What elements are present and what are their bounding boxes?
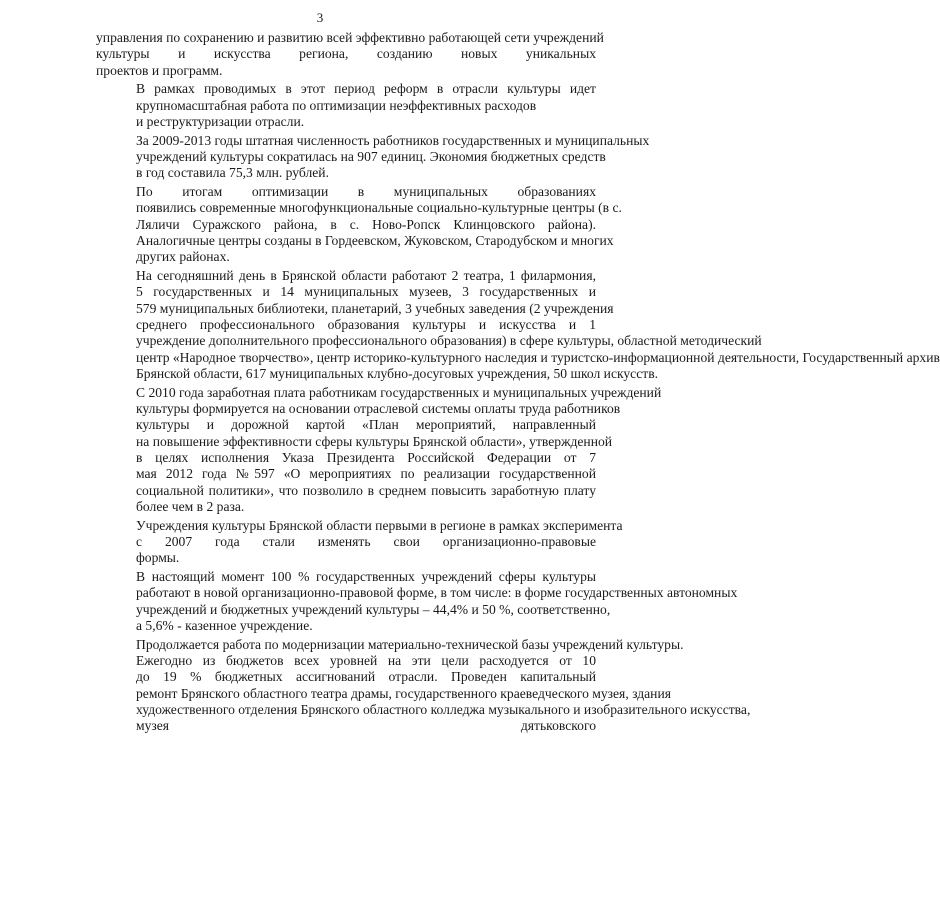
text-line: и реструктуризации отрасли. xyxy=(136,113,305,129)
text-line: Ежегодно из бюджетов всех уровней на эти цели расходуется от 10 xyxy=(136,652,596,668)
paragraph xyxy=(96,569,738,634)
text-line: Аналогичные центры созданы в Гордеевском, Жуковском, Стародубском и многих xyxy=(136,233,614,249)
text-line: культуры и искусства региона, созданию новых уникальных xyxy=(96,46,596,62)
text-line: Ляличи Суражского района, в с. Ново-Ропск Клинцовского района). xyxy=(136,216,596,232)
paragraph xyxy=(96,30,604,79)
paragraph xyxy=(96,384,662,515)
text-line: 5 государственных и 14 муниципальных музеев, 3 государственных и xyxy=(136,284,596,300)
text-line: На сегодняшний день в Брянской области работают 2 театра, 1 филармония, xyxy=(136,268,596,284)
text-line: а 5,6% - казенное учреждение. xyxy=(136,617,313,633)
text-line: крупномасштабная работа по оптимизации неэффективных расходов xyxy=(136,97,537,113)
text-line: Продолжается работа по модернизации материально-технической базы учреждений культуры. xyxy=(136,636,684,652)
text-line: проектов и программ. xyxy=(96,62,223,78)
text-line: С 2010 года заработная плата работникам государственных и муниципальных учреждений xyxy=(136,384,662,400)
paragraph xyxy=(96,132,650,182)
text-line: работают в новой организационно-правовой форме, в том числе: в форме государственных автономных xyxy=(136,585,738,601)
text-line: центр «Народное творчество», центр историко-культурного наследия и туристско-информационной деятельности, Государственный архив xyxy=(136,349,940,365)
text-line: 579 муниципальных библиотеки, планетарий, 3 учебных заведения (2 учреждения xyxy=(136,300,614,316)
text-line: среднего профессионального образования культуры и искусства и 1 xyxy=(136,317,596,333)
text-line: учреждение дополнительного профессионального образования) в сфере культуры, областной методический xyxy=(136,333,762,349)
paragraph xyxy=(96,636,751,735)
text-line: За 2009-2013 годы штатная численность работников государственных и муниципальных xyxy=(136,132,650,148)
text-line: появились современные многофункциональные социально-культурные центры (в с. xyxy=(136,200,622,216)
text-line: управления по сохранению и развитию всей эффективно работающей сети учреждений xyxy=(96,30,604,45)
text-line: других районах. xyxy=(136,249,230,265)
text-line: В рамках проводимых в этот период реформ в отрасли культуры идет xyxy=(136,81,596,97)
text-line: Учреждения культуры Брянской области первыми в регионе в рамках эксперимента xyxy=(136,517,623,533)
body-text xyxy=(96,30,940,737)
text-line: культуры и дорожной картой «План мероприятий, направленный xyxy=(136,417,596,433)
text-line: в год составила 75,3 млн. рублей. xyxy=(136,165,329,181)
text-line: музея дятьковского xyxy=(136,718,596,734)
paragraph xyxy=(96,184,622,265)
text-line: в целях исполнения Указа Президента Российской Федерации от 7 xyxy=(136,449,596,465)
text-line: мая 2012 года №597 «О мероприятиях по реализации государственной xyxy=(136,466,596,482)
paragraph xyxy=(96,517,623,567)
text-line: более чем в 2 раза. xyxy=(136,498,245,514)
text-line: социальной политики», что позволило в среднем повысить заработную плату xyxy=(136,482,596,498)
text-line: с 2007 года стали изменять свои организационно-правовые xyxy=(136,533,596,549)
text-line: По итогам оптимизации в муниципальных образованиях xyxy=(136,184,596,200)
paragraph xyxy=(96,268,940,382)
text-line: культуры формируется на основании отраслевой системы оплаты труда работников xyxy=(136,401,621,417)
paragraph xyxy=(96,81,596,130)
page-number: 3 xyxy=(316,10,324,25)
text-line: художественного отделения Брянского областного колледжа музыкального и изобразительного искусства, xyxy=(136,701,751,717)
text-line: до 19 % бюджетных ассигнований отрасли. Проведен капитальный xyxy=(136,669,596,685)
text-line: формы. xyxy=(136,550,180,566)
text-line: учреждений и бюджетных учреждений культуры – 44,4% и 50 %, соответственно, xyxy=(136,601,611,617)
text-line: учреждений культуры сократилась на 907 единиц. Экономия бюджетных средств xyxy=(136,149,606,165)
text-line: Брянской области, 617 муниципальных клубно-досуговых учреждения, 50 школ искусств. xyxy=(136,365,659,381)
text-line: ремонт Брянского областного театра драмы, государственного краеведческого музея, здания xyxy=(136,685,671,701)
text-line: на повышение эффективности сферы культуры Брянской области», утвержденной xyxy=(136,433,613,449)
text-line: В настоящий момент 100 % государственных учреждений сферы культуры xyxy=(136,569,596,584)
